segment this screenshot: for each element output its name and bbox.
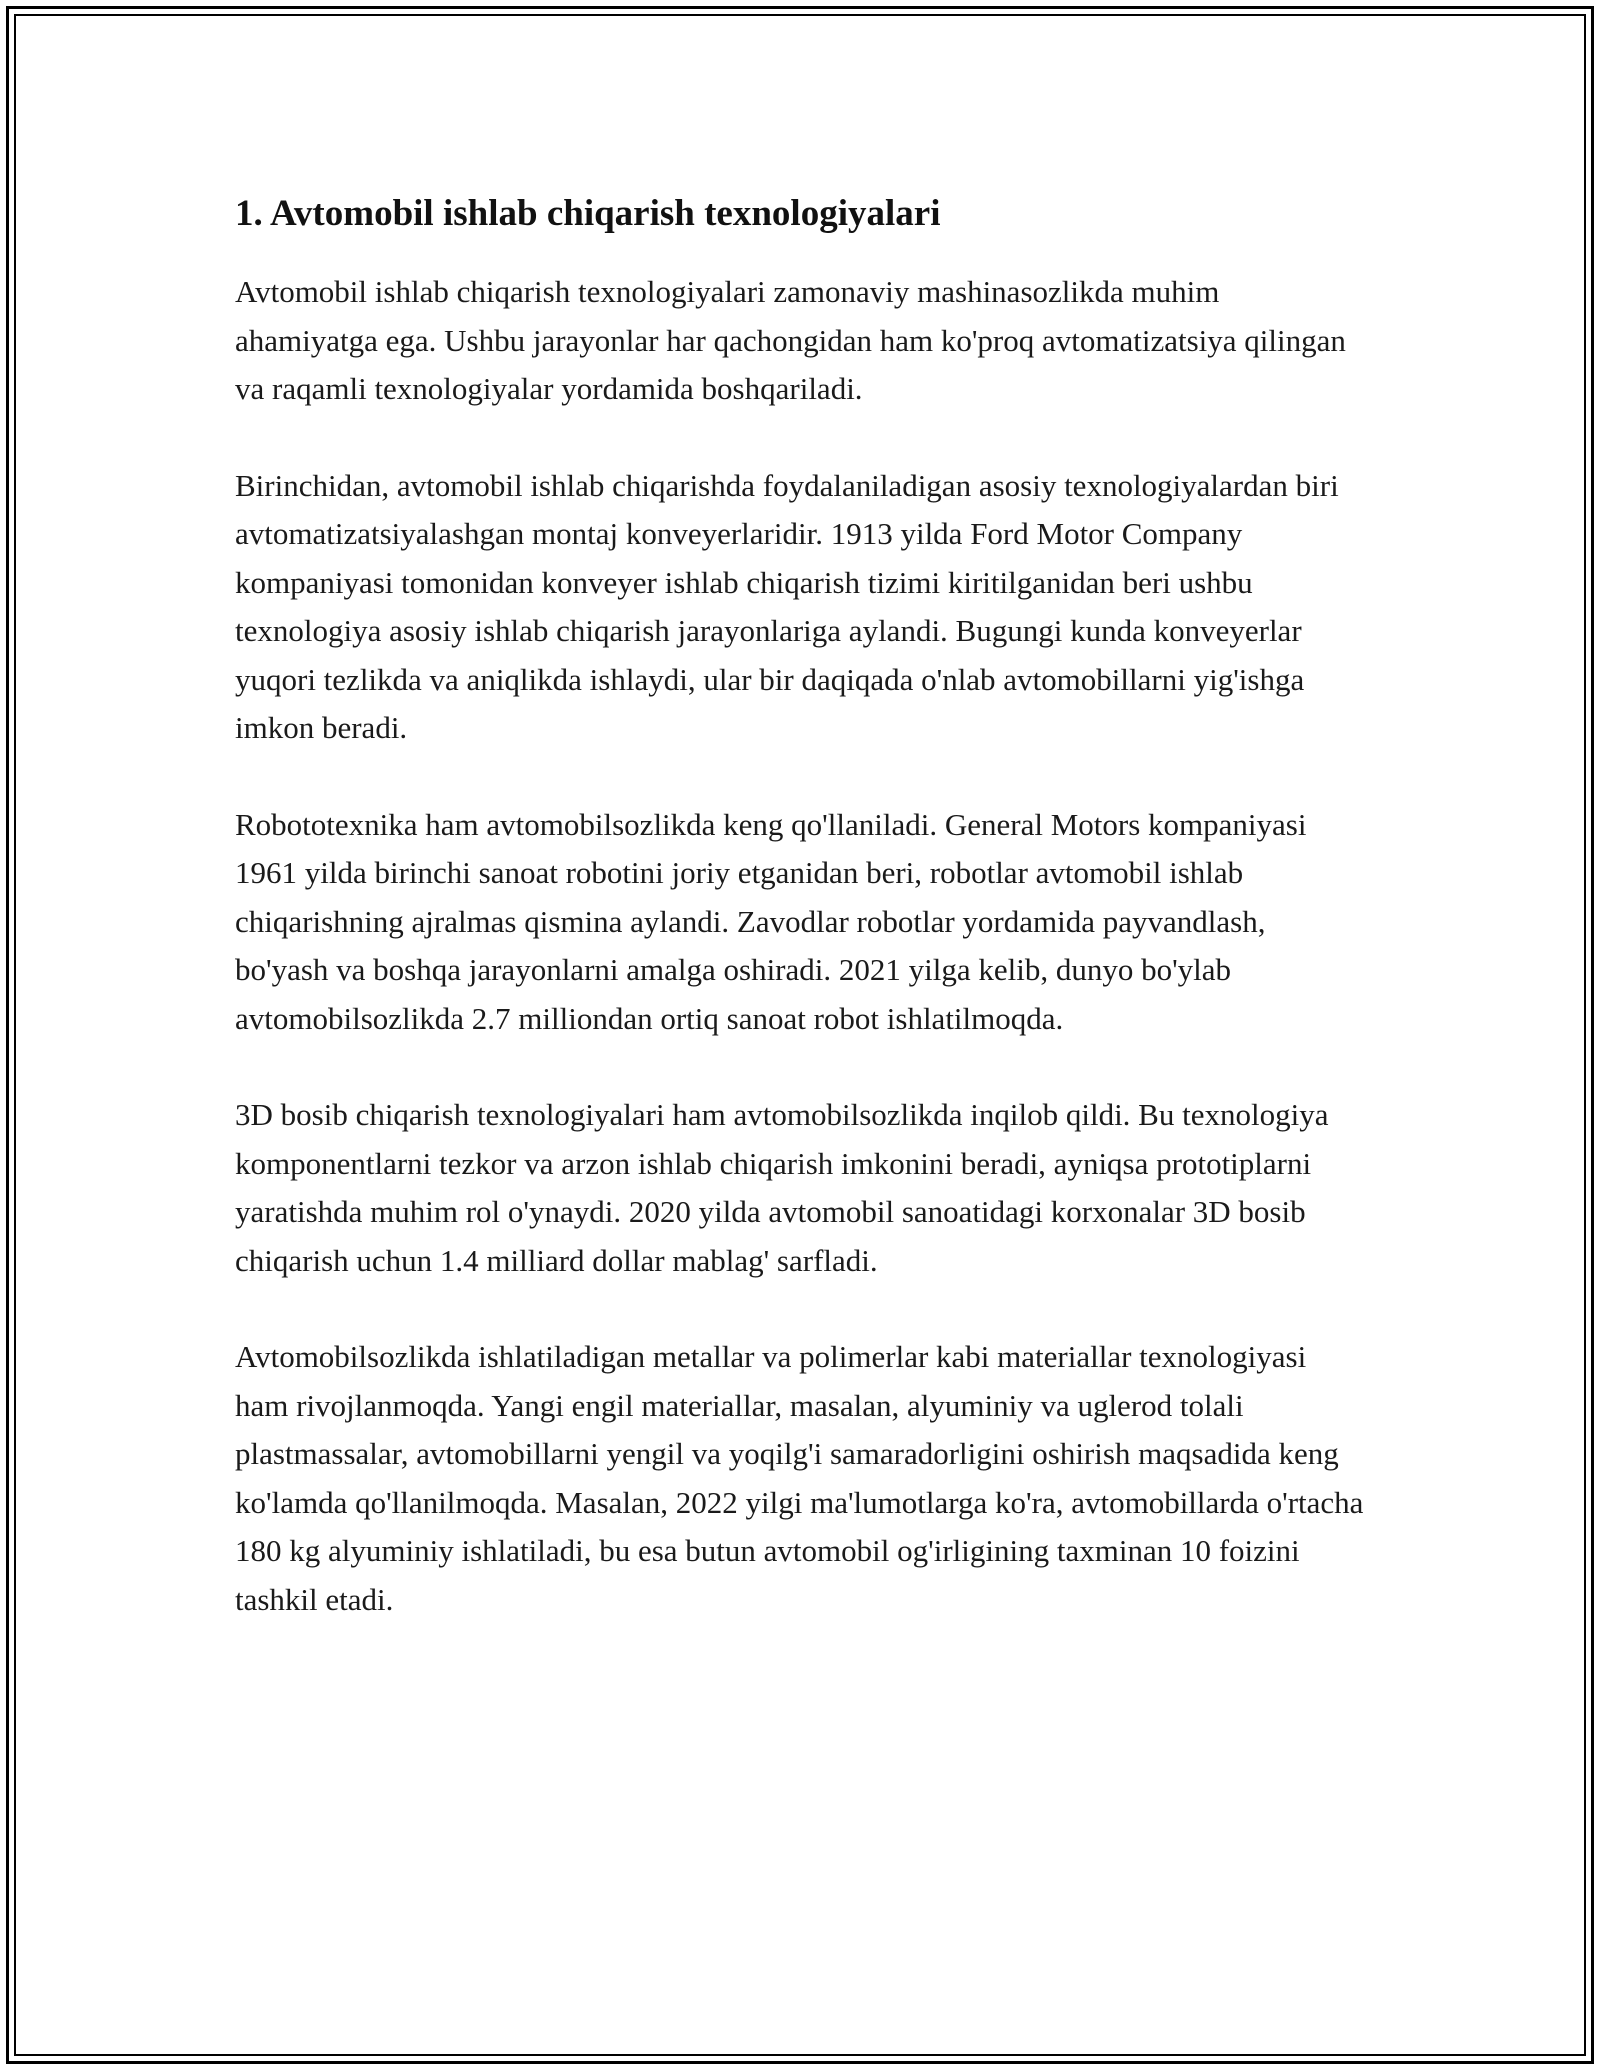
paragraph-robotics: Robototexnika ham avtomobilsozlikda keng qo'llaniladi. General Motors kompaniyasi 1961 yilda birinchi sanoat robotini joriy etganidan beri, robotlar avtomobil ishlab chiqarishning ajralmas qismina aylandi. Zavodlar robotlar yordamida payvandlash, bo'yash va boshqa jarayonlarni amalga oshiradi. 2021 yilga kelib, dunyo bo'ylab avtomobilsozlikda 2.7 milliondan ortiq sanoat robot ishlatilmoqda. — [235, 806, 1307, 1036]
paragraph-3d-printing: 3D bosib chiqarish texnologiyalari ham avtomobilsozlikda inqilob qildi. Bu texnologiya komponentlarni tezkor va arzon ishlab chiqarish imkonini beradi, ayniqsa prototiplarni yaratishda muhim rol o'ynaydi. 2020 yilda avtomobil sanoatidagi korxonalar 3D bosib chiqarish uchun 1.4 milliard dollar mablag' sarfladi. — [235, 1097, 1329, 1278]
section-heading: 1. Avtomobil ishlab chiqarish texnologiyalari — [235, 193, 941, 234]
paragraph-materials: Avtomobilsozlikda ishlatiladigan metallar va polimerlar kabi materiallar texnologiyasi ham rivojlanmoqda. Yangi engil materiallar, masalan, alyuminiy va uglerod tolali plastmassalar, avtomobillarni yengil va yoqilg'i samaradorligini oshirish maqsadida keng ko'lamda qo'llanilmoqda. Masalan, 2022 yilgi ma'lumotlarga ko'ra, avtomobillarda o'rtacha 180 kg alyuminiy ishlatiladi, bu esa butun avtomobil og'irligining taxminan 10 foizini tashkil etadi. — [235, 1339, 1364, 1617]
document-body — [235, 186, 1365, 1672]
paragraph-intro: Avtomobil ishlab chiqarish texnologiyalari zamonaviy mashinasozlikda muhim ahamiyatga ega. Ushbu jarayonlar har qachongidan ham ko'proq avtomatizatsiya qilingan va raqamli texnologiyalar yordamida boshqariladi. — [235, 274, 1346, 406]
paragraph-conveyors: Birinchidan, avtomobil ishlab chiqarishda foydalaniladigan asosiy texnologiyalardan biri avtomatizatsiyalashgan montaj konveyerlaridir. 1913 yilda Ford Motor Company kompaniyasi tomonidan konveyer ishlab chiqarish tizimi kiritilganidan beri ushbu texnologiya asosiy ishlab chiqarish jarayonlariga aylandi. Bugungi kunda konveyerlar yuqori tezlikda va aniqlikda ishlaydi, ular bir daqiqada o'nlab avtomobillarni yig'ishga imkon beradi. — [235, 467, 1339, 745]
